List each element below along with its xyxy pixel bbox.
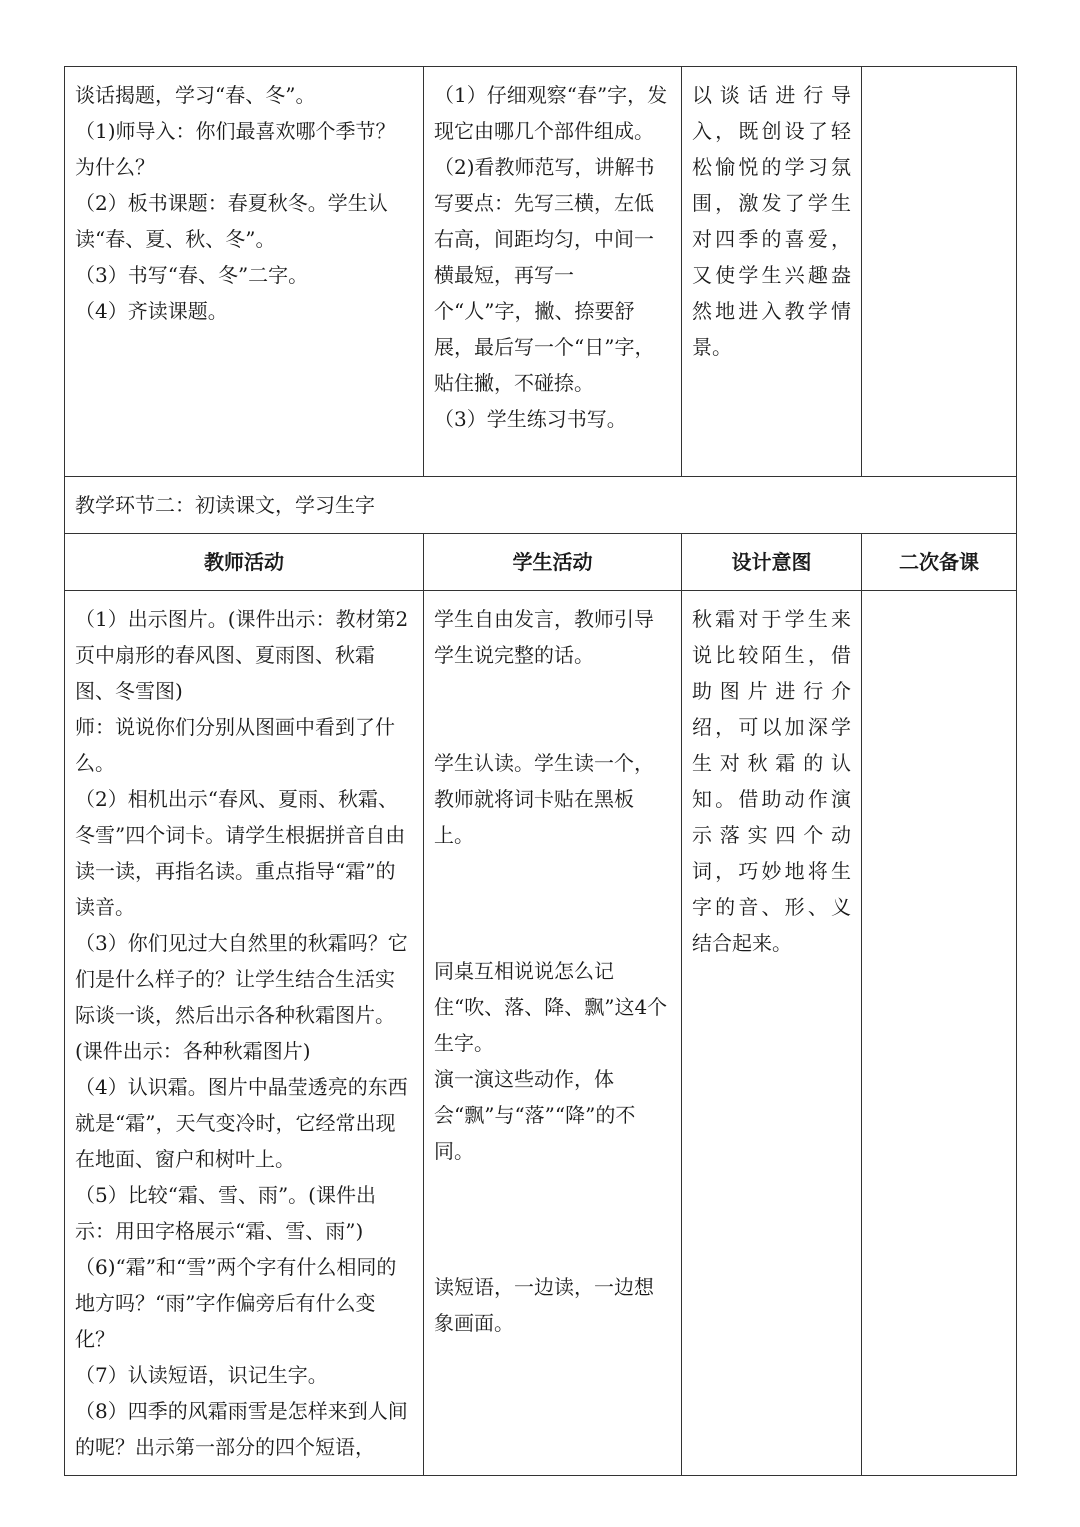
student-text: （1）仔细观察“春”字，发现它由哪几个部件组成。 — [434, 83, 668, 143]
student-activity-cell — [424, 591, 682, 1476]
teacher-activity-cell — [65, 591, 424, 1476]
spacer — [434, 853, 671, 953]
teacher-text: （8）四季的风霜雨雪是怎样来到人间的呢？出示第一部分的四个短语， — [75, 1399, 408, 1459]
second-prep-cell — [862, 67, 1017, 477]
teacher-text: （1)师导入：你们最喜欢哪个季节？为什么？ — [75, 119, 396, 179]
section-row — [65, 477, 1017, 534]
lesson-plan-table — [64, 66, 1017, 1476]
teacher-text: （3）书写“春、冬”二字。 — [75, 263, 309, 287]
spacer — [434, 1169, 671, 1269]
design-text: 秋霜对于学生来说比较陌生，借助图片进行介绍，可以加深学生对秋霜的认知。借助动作演示落实四个动词，巧妙地将生字的音、形、义结合起来。 — [692, 607, 851, 955]
student-text: 学生认读。学生读一个，教师就将词卡贴在黑板上。 — [434, 751, 654, 847]
design-intent-cell — [682, 67, 862, 477]
teacher-text: 师：说说你们分别从图画中看到了什么。 — [75, 715, 395, 775]
student-text: （3）学生练习书写。 — [434, 407, 627, 431]
header-row — [65, 534, 1017, 591]
table-row — [65, 67, 1017, 477]
second-prep-cell — [862, 591, 1017, 1476]
teacher-text: （1）出示图片。(课件出示：教材第2页中扇形的春风图、夏雨图、秋霜图、冬雪图) — [75, 607, 409, 703]
design-intent-cell — [682, 591, 862, 1476]
teacher-text: （7）认读短语，识记生字。 — [75, 1363, 328, 1387]
header-student: 学生活动 — [424, 534, 682, 591]
design-text: 以谈话进行导入，既创设了轻松愉悦的学习氛围，激发了学生对四季的喜爱，又使学生兴趣盎然地进入教学情景。 — [692, 83, 851, 359]
teacher-text: 谈话揭题，学习“春、冬”。 — [75, 83, 316, 107]
table-row — [65, 591, 1017, 1476]
student-text: 演一演这些动作，体会“飘”与“落”“降”的不同。 — [434, 1067, 636, 1163]
student-text: 同桌互相说说怎么记住“吹、落、降、飘”这4个生字。 — [434, 959, 668, 1055]
teacher-activity-cell — [65, 67, 424, 477]
teacher-text: （5）比较“霜、雪、雨”。(课件出示：用田字格展示“霜、雪、雨”) — [75, 1183, 376, 1243]
teacher-text: （4）认识霜。图片中晶莹透亮的东西就是“霜”，天气变冷时，它经常出现在地面、窗户和树叶上。 — [75, 1075, 408, 1171]
header-notes: 二次备课 — [862, 534, 1017, 591]
teacher-text: （6)“霜”和“雪”两个字有什么相同的地方吗？“雨”字作偏旁后有什么变化？ — [75, 1255, 397, 1351]
header-teacher: 教师活动 — [65, 534, 424, 591]
teacher-text: （3）你们见过大自然里的秋霜吗？它们是什么样子的？让学生结合生活实际谈一谈，然后出示各种秋霜图片。(课件出示：各种秋霜图片) — [75, 931, 408, 1063]
teacher-text: （2）板书课题：春夏秋冬。学生认读“春、夏、秋、冬”。 — [75, 191, 388, 251]
student-text: 学生自由发言，教师引导学生说完整的话。 — [434, 607, 654, 667]
section-title: 教学环节二：初读课文，学习生字 — [65, 477, 1017, 534]
student-text: 读短语，一边读，一边想象画面。 — [434, 1275, 654, 1335]
spacer — [434, 673, 671, 745]
header-design: 设计意图 — [682, 534, 862, 591]
student-activity-cell — [424, 67, 682, 477]
teacher-text: （2）相机出示“春风、夏雨、秋霜、冬雪”四个词卡。请学生根据拼音自由读一读，再指名读。重点指导“霜”的读音。 — [75, 787, 406, 919]
teacher-text: （4）齐读课题。 — [75, 299, 228, 323]
student-text: （2)看教师范写，讲解书写要点：先写三横，左低右高，间距均匀，中间一横最短，再写一个“人”字，撇、捺要舒展，最后写一个“日”字，贴住撇，不碰捺。 — [434, 155, 655, 395]
